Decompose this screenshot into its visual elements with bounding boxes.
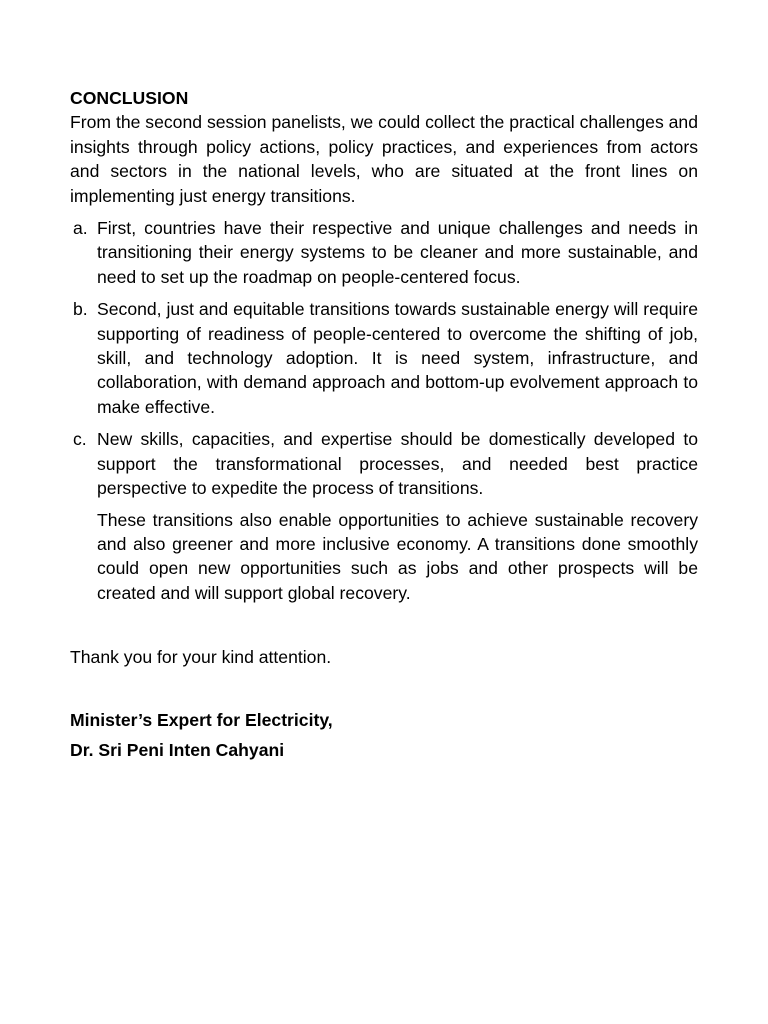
- signature-title: Minister’s Expert for Electricity,: [70, 709, 333, 730]
- intro-paragraph: From the second session panelists, we could collect the practical challenges and insights through policy actions, policy practices, and experiences from actors and sectors in the national levels, who are situated at the front lines on implementing just energy transitions.: [70, 112, 698, 206]
- conclusion-list: [70, 216, 698, 500]
- list-marker: b.: [73, 299, 88, 320]
- list-item-text: New skills, capacities, and expertise should be domestically developed to support the transformational processes, and needed best practice perspective to expedite the process of transitions.: [97, 429, 698, 499]
- list-item: [70, 427, 698, 500]
- list-item: [70, 216, 698, 289]
- list-item-text: Second, just and equitable transitions towards sustainable energy will require supporting of readiness of people-centered to overcome the shifting of job, skill, and technology adoption. It is need system, infrastructure, and collaboration, with demand approach and bottom-up evolvement approach to make effective.: [97, 299, 698, 417]
- thanks-line: Thank you for your kind attention.: [70, 647, 332, 668]
- section-heading: CONCLUSION: [70, 88, 189, 108]
- document-page: [70, 86, 698, 768]
- list-marker: c.: [73, 429, 87, 450]
- list-marker: a.: [73, 218, 88, 239]
- signature-name: Dr. Sri Peni Inten Cahyani: [70, 739, 285, 760]
- list-item: [70, 297, 698, 419]
- closing-paragraph: These transitions also enable opportunities to achieve sustainable recovery and also greener and more inclusive economy. A transitions done smoothly could open new opportunities such as jobs and other prospects will be created and will support global recovery.: [97, 509, 698, 603]
- signature-block: [70, 708, 698, 763]
- list-item-text: First, countries have their respective and unique challenges and needs in transitioning their energy systems to be cleaner and more sustainable, and need to set up the roadmap on people-centered focus.: [97, 218, 698, 287]
